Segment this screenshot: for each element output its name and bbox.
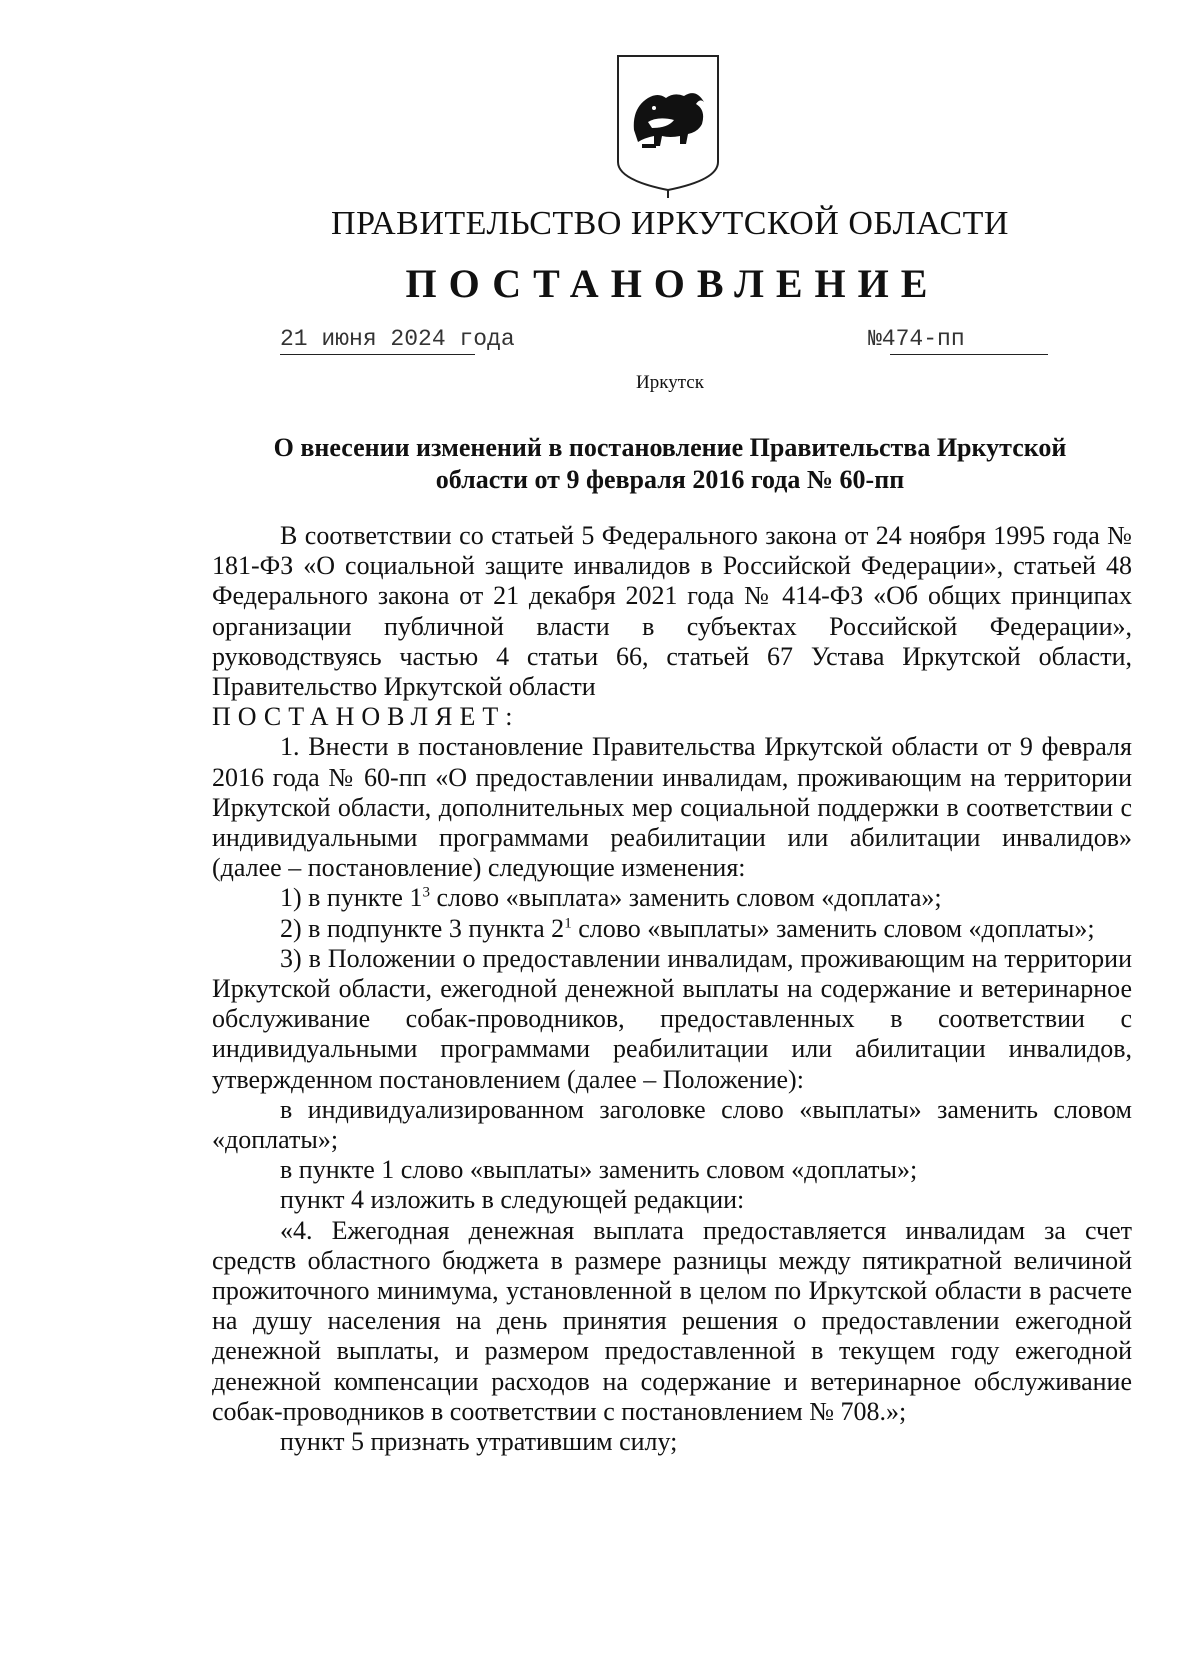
title-line-1: О внесении изменений в постановление Правительства Иркутской xyxy=(273,433,1067,462)
number-text: №474-пп xyxy=(868,326,965,352)
subitem-1-superscript: 3 xyxy=(422,884,430,901)
point-4-change-paragraph: пункт 4 изложить в следующей редакции: xyxy=(280,1185,745,1215)
item-1-paragraph: 1. Внести в постановление Правительства Иркутской области от 9 февраля 2016 года № 60-пп «О предоставлении инвалидам, проживающим на территории Иркутской области, дополнительных мер социальной поддержки в соответствии с индивидуальными программами реабилитации или абилитации инвалидов» (далее – постановление) следующие изменения: xyxy=(212,732,1132,883)
document-date xyxy=(280,326,515,352)
subitem-1-start: 1) в пункте 1 xyxy=(280,883,423,913)
preamble-paragraph: В соответствии со статьей 5 Федерального закона от 24 ноября 1995 года № 181-ФЗ «О социальной защите инвалидов в Российской Федерации», статьей 48 Федерального закона от 21 декабря 2021 года № 414-ФЗ «Об общих принципах организации публичной власти в субъектах Российской Федерации», руководствуясь частью 4 статьи 66, статьей 67 Устава Иркутской области, Правительство Иркутской области xyxy=(212,521,1132,702)
irkutsk-babr-coat-of-arms-icon xyxy=(614,52,722,200)
subitem-1-paragraph xyxy=(212,883,1132,913)
date-underline xyxy=(280,354,475,355)
document-number xyxy=(868,326,965,352)
point-1-change-paragraph: в пункте 1 слово «выплаты» заменить словом «доплаты»; xyxy=(280,1155,918,1185)
subitem-2-paragraph xyxy=(212,914,1132,944)
subitem-2-superscript: 1 xyxy=(564,914,572,931)
point-4-new-text-paragraph: «4. Ежегодная денежная выплата предоставляется инвалидам за счет средств областного бюджета в размере разницы между пятикратной величиной прожиточного минимума, установленной в целом по Иркутской области в расчете на душу населения на день принятия решения о предоставлении ежегодной денежной выплаты, и размером предоставленной в текущем году ежегодной денежной компенсации расходов на содержание и ветеринарное обслуживание собак-проводников в соответствии с постановлением № 708.»; xyxy=(212,1215,1132,1426)
subitem-3-paragraph: 3) в Положении о предоставлении инвалидам, проживающим на территории Иркутской области, ежегодной денежной выплаты на содержание и ветеринарное обслуживание собак-проводников, предоставленных в соответствии с индивидуальными программами реабилитации или абилитации инвалидов, утвержденном постановлением (далее – Положение): xyxy=(212,943,1132,1094)
heading-change-paragraph: в индивидуализированном заголовке слово «выплаты» заменить словом «доплаты»; xyxy=(212,1094,1132,1155)
government-name: ПРАВИТЕЛЬСТВО ИРКУТСКОЙ ОБЛАСТИ xyxy=(331,205,1009,242)
point-5-change-paragraph: пункт 5 признать утратившим силу; xyxy=(280,1427,678,1457)
decree-word: ПОСТАНОВЛЯЕТ: xyxy=(212,702,520,732)
document-title xyxy=(240,432,1100,496)
city-name: Иркутск xyxy=(636,372,704,393)
subitem-2-end: слово «выплаты» заменить словом «доплаты»; xyxy=(571,913,1095,943)
date-text: 21 июня 2024 года xyxy=(280,326,515,352)
document-type-heading: ПОСТАНОВЛЕНИЕ xyxy=(405,261,940,306)
number-underline xyxy=(890,354,1048,355)
title-line-2: области от 9 февраля 2016 года № 60-пп xyxy=(435,465,905,494)
subitem-2-start: 2) в подпункте 3 пункта 2 xyxy=(280,913,565,943)
subitem-1-end: слово «выплата» заменить словом «доплата»; xyxy=(429,883,942,913)
document-body xyxy=(212,521,1132,1457)
